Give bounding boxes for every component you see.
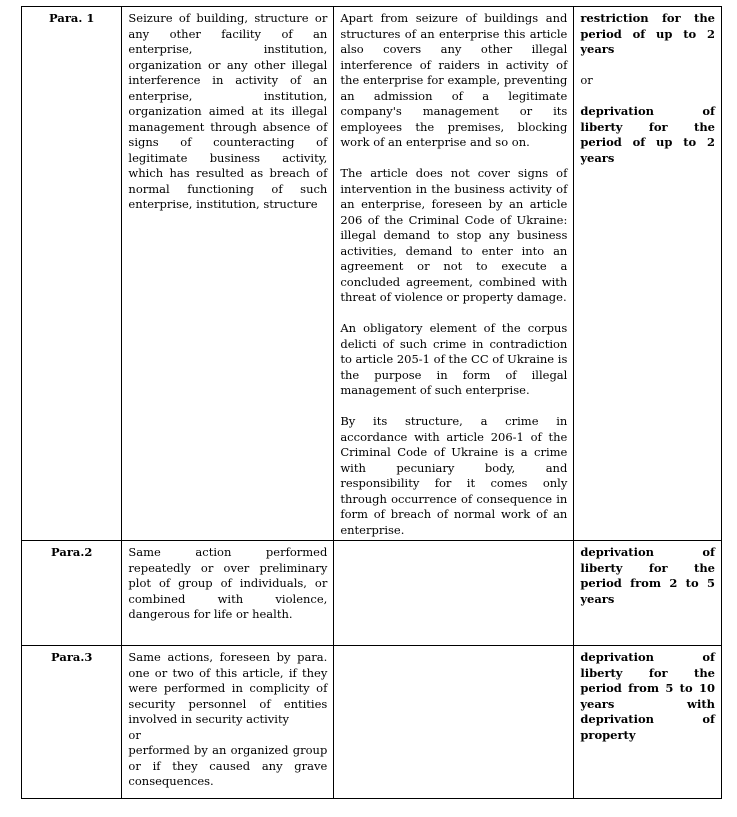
table-row [22,541,722,646]
paragraph-number: Para.2 [22,541,122,646]
penalty-deprivation: deprivation of liberty for the period of up to 2 years [580,104,715,165]
commentary-paragraph: The article does not cover signs of intervention in the business activity of an enterprise, foreseen by an article 206 of the Criminal Code of Ukraine: illegal demand to stop any business activities, demand to enter into an agreement or not to execute a concluded agreement, combined with threat of violence or property damage. [340,166,568,304]
penalty-restriction: restriction for the period of up to 2 years [580,11,715,56]
penalty-or: or [580,73,593,87]
commentary-paragraph: By its structure, a crime in accordance with article 206-1 of the Criminal Code of Ukraine is a crime with pecuniary body, and responsibility for it comes only through occurrence of consequence in form of breach of normal work of an enterprise. [340,414,568,537]
offense-description [122,646,334,799]
offense-description: Same action performed repeatedly or over preliminary plot of group of individuals, or combined with violence, dangerous for life or health. [122,541,334,646]
paragraph-number: Para.3 [22,646,122,799]
table-row [22,646,722,799]
article-commentary [334,646,574,799]
commentary-paragraph: An obligatory element of the corpus delicti of such crime in contradiction to article 205-1 of the CC of Ukraine is the purpose in form of illegal management of such enterprise. [340,321,568,397]
penalty-cell: deprivation of liberty for the period from 5 to 10 years with deprivation of property [574,646,722,799]
offense-description-or: or [128,727,141,742]
offense-description-part: performed by an organized group or if they caused any grave consequences. [128,743,328,788]
penalty-cell: deprivation of liberty for the period from 2 to 5 years [574,541,722,646]
article-commentary [334,541,574,646]
penalty-cell [574,7,722,541]
commentary-paragraph: Apart from seizure of buildings and structures of an enterprise this article also covers any other illegal interference of raiders in activity of the enterprise for example, preventing an admission of a legitimate company's management or its employees the premises, blocking work of an enterprise and so on. [340,11,568,149]
offense-description: Seizure of building, structure or any other facility of an enterprise, institution, organization or any other illegal interference in activity of an enterprise, institution, organization aimed at its illegal management through absence of signs of counteracting of legitimate business activity, which has resulted as breach of normal functioning of such enterprise, institution, structure [122,7,334,541]
criminal-code-table [21,6,722,799]
article-commentary [334,7,574,541]
paragraph-number: Para. 1 [22,7,122,541]
offense-description-part: Same actions, foreseen by para. one or two of this article, if they were performed in complicity of security personnel of entities involved in security activity [128,650,328,726]
table-row [22,7,722,541]
